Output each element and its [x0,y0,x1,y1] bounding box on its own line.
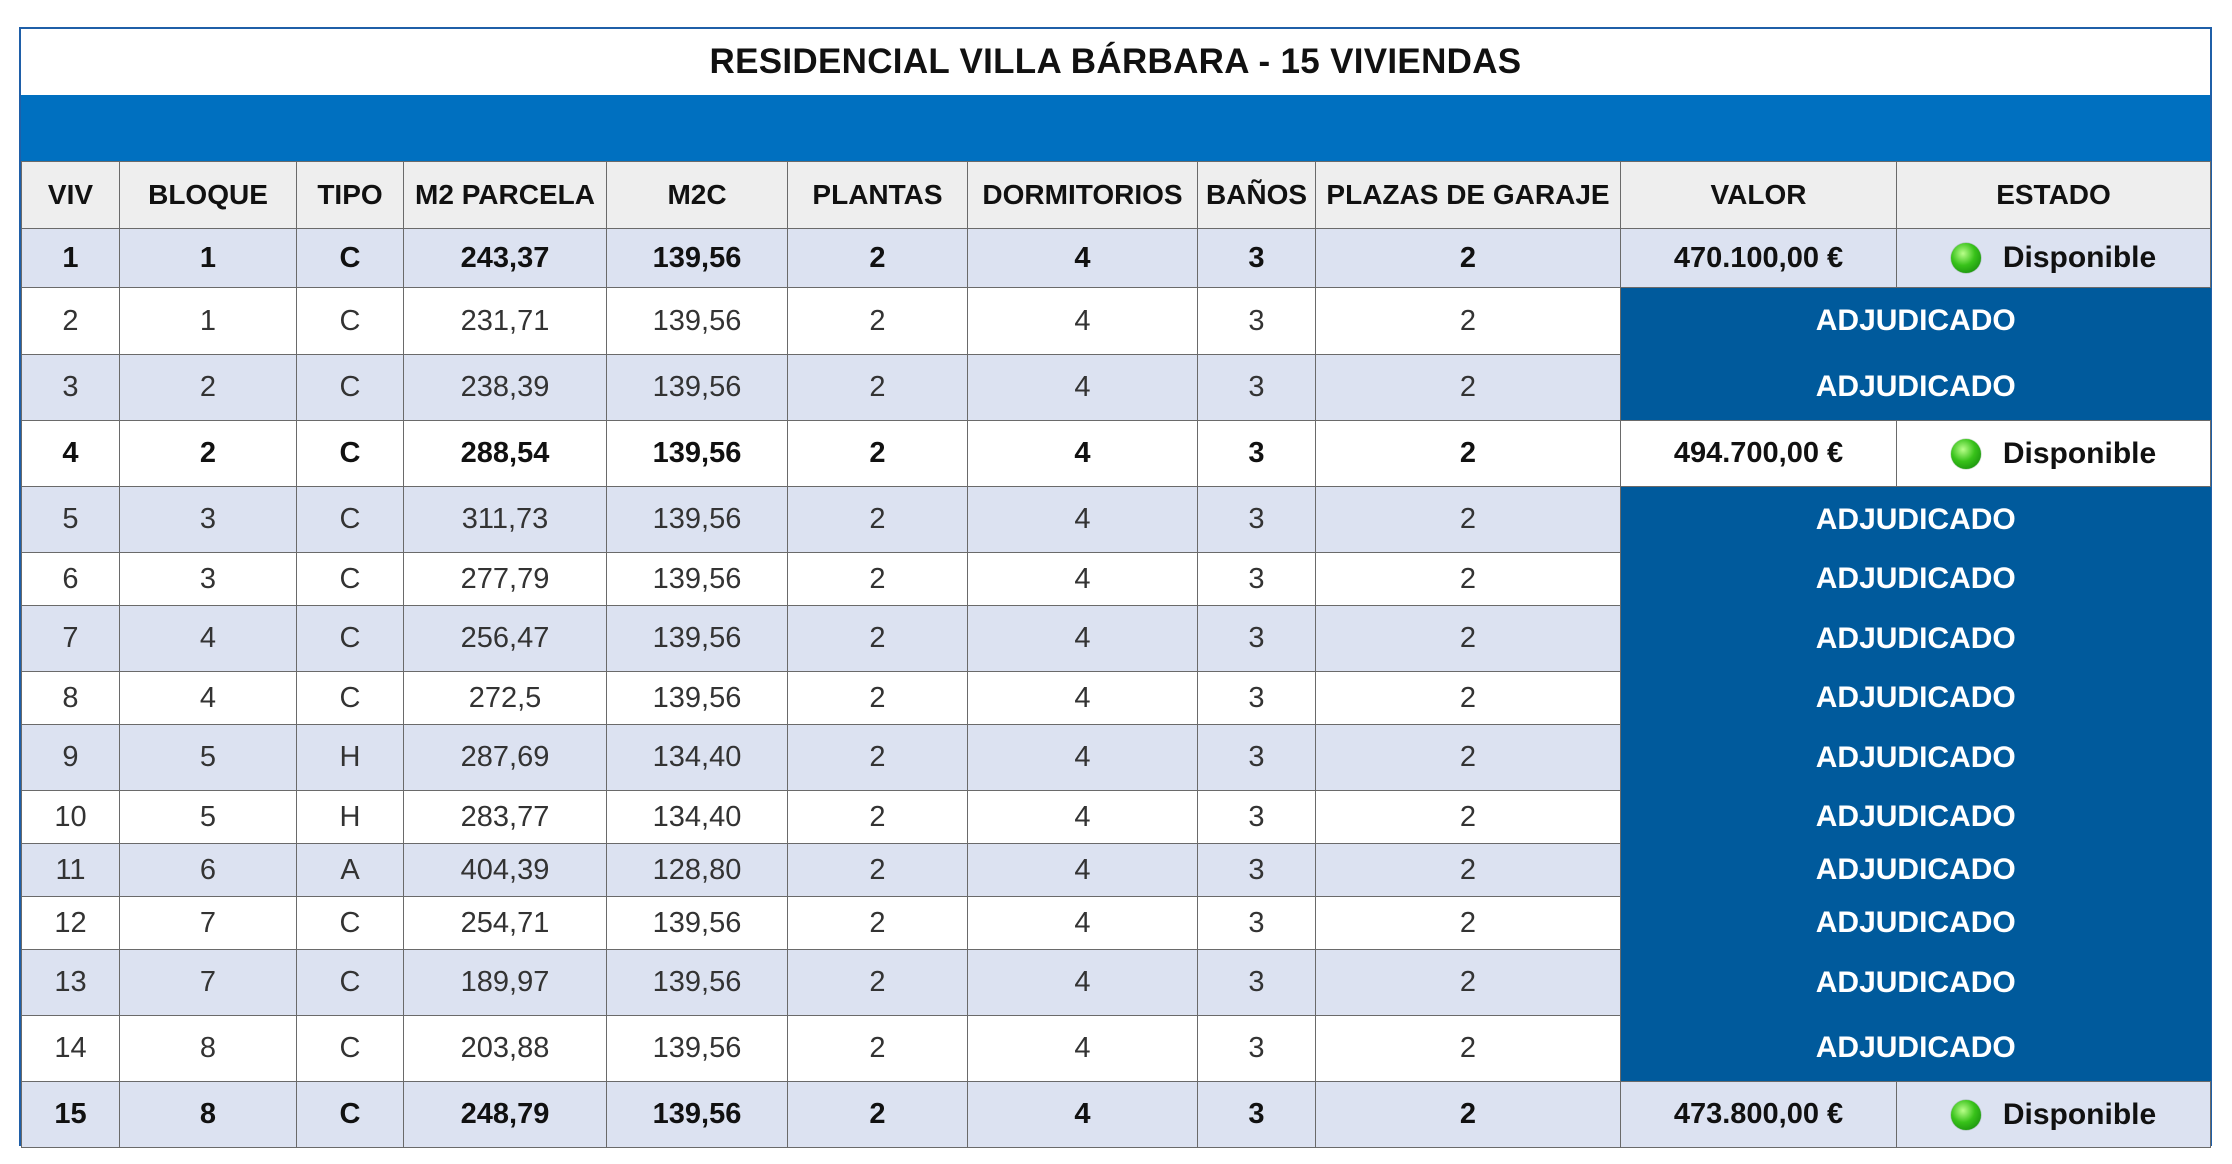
cell-banos: 3 [1198,288,1316,355]
cell-m2c: 139,56 [607,553,788,606]
cell-plantas: 2 [788,355,968,421]
cell-tipo: C [297,672,404,725]
cell-tipo: C [297,487,404,553]
cell-banos: 3 [1198,844,1316,897]
cell-plazas-garaje: 2 [1316,791,1621,844]
cell-plazas-garaje: 2 [1316,725,1621,791]
cell-tipo: C [297,897,404,950]
cell-m2-parcela: 283,77 [404,791,607,844]
cell-bloque: 7 [120,950,297,1016]
cell-banos: 3 [1198,672,1316,725]
cell-plazas-garaje: 2 [1316,553,1621,606]
table-row [22,672,2211,725]
cell-dormitorios: 4 [968,725,1198,791]
cell-plazas-garaje: 2 [1316,606,1621,672]
housing-table [21,161,2211,1148]
header-plazas-garaje: PLAZAS DE GARAJE [1316,162,1621,229]
cell-plazas-garaje: 2 [1316,487,1621,553]
cell-estado [1897,421,2211,487]
status-badge-adjudicado: ADJUDICADO [1621,950,2211,1016]
header-plantas: PLANTAS [788,162,968,229]
cell-m2-parcela: 287,69 [404,725,607,791]
cell-dormitorios: 4 [968,950,1198,1016]
table-row [22,487,2211,553]
table-header-row [22,162,2211,229]
table-row [22,553,2211,606]
cell-m2-parcela: 277,79 [404,553,607,606]
cell-banos: 3 [1198,606,1316,672]
cell-m2c: 128,80 [607,844,788,897]
cell-m2c: 139,56 [607,606,788,672]
cell-banos: 3 [1198,553,1316,606]
header-valor: VALOR [1621,162,1897,229]
cell-banos: 3 [1198,229,1316,288]
cell-viv: 14 [22,1016,120,1082]
cell-viv: 2 [22,288,120,355]
table-row [22,725,2211,791]
cell-plazas-garaje: 2 [1316,288,1621,355]
cell-plantas: 2 [788,1016,968,1082]
cell-bloque: 5 [120,791,297,844]
table-row [22,1082,2211,1148]
cell-bloque: 8 [120,1016,297,1082]
cell-viv: 15 [22,1082,120,1148]
table-row [22,1016,2211,1082]
cell-plantas: 2 [788,553,968,606]
cell-bloque: 1 [120,229,297,288]
table-row [22,897,2211,950]
cell-valor: 473.800,00 € [1621,1082,1897,1148]
cell-valor: 494.700,00 € [1621,421,1897,487]
cell-bloque: 6 [120,844,297,897]
table-row [22,606,2211,672]
header-m2c: M2C [607,162,788,229]
status-badge-adjudicado: ADJUDICADO [1621,606,2211,672]
cell-bloque: 8 [120,1082,297,1148]
table-body [22,229,2211,1148]
cell-m2-parcela: 256,47 [404,606,607,672]
cell-bloque: 7 [120,897,297,950]
cell-banos: 3 [1198,1016,1316,1082]
status-badge-adjudicado: ADJUDICADO [1621,1016,2211,1082]
cell-dormitorios: 4 [968,791,1198,844]
status-badge-adjudicado: ADJUDICADO [1621,288,2211,355]
cell-valor: 470.100,00 € [1621,229,1897,288]
cell-m2c: 139,56 [607,897,788,950]
cell-estado [1897,229,2211,288]
cell-m2c: 139,56 [607,288,788,355]
cell-banos: 3 [1198,791,1316,844]
cell-m2-parcela: 254,71 [404,897,607,950]
header-m2-parcela: M2 PARCELA [404,162,607,229]
cell-tipo: C [297,950,404,1016]
cell-plazas-garaje: 2 [1316,1082,1621,1148]
table-row [22,844,2211,897]
listing-panel [19,27,2212,1146]
cell-tipo: H [297,791,404,844]
cell-plazas-garaje: 2 [1316,421,1621,487]
cell-plazas-garaje: 2 [1316,1016,1621,1082]
status-available-icon [1951,243,1981,273]
cell-tipo: C [297,421,404,487]
cell-m2c: 139,56 [607,950,788,1016]
cell-bloque: 2 [120,355,297,421]
cell-plantas: 2 [788,672,968,725]
cell-dormitorios: 4 [968,553,1198,606]
cell-m2c: 139,56 [607,229,788,288]
cell-plantas: 2 [788,791,968,844]
status-label: Disponible [2002,1097,2157,1131]
header-dormitorios: DORMITORIOS [968,162,1198,229]
cell-viv: 12 [22,897,120,950]
cell-tipo: C [297,1016,404,1082]
cell-banos: 3 [1198,1082,1316,1148]
cell-viv: 6 [22,553,120,606]
cell-bloque: 3 [120,553,297,606]
cell-plazas-garaje: 2 [1316,950,1621,1016]
status-badge-adjudicado: ADJUDICADO [1621,355,2211,421]
table-row [22,950,2211,1016]
cell-m2c: 139,56 [607,487,788,553]
status-available-icon [1951,439,1981,469]
cell-plantas: 2 [788,897,968,950]
table-row [22,288,2211,355]
cell-banos: 3 [1198,487,1316,553]
cell-dormitorios: 4 [968,421,1198,487]
cell-plantas: 2 [788,950,968,1016]
cell-m2-parcela: 231,71 [404,288,607,355]
status-badge-adjudicado: ADJUDICADO [1621,844,2211,897]
cell-plantas: 2 [788,1082,968,1148]
status-available-icon [1951,1100,1981,1130]
cell-estado [1897,1082,2211,1148]
cell-dormitorios: 4 [968,844,1198,897]
cell-viv: 10 [22,791,120,844]
cell-tipo: C [297,553,404,606]
cell-plazas-garaje: 2 [1316,844,1621,897]
status-badge-adjudicado: ADJUDICADO [1621,672,2211,725]
cell-banos: 3 [1198,725,1316,791]
cell-plantas: 2 [788,844,968,897]
header-bloque: BLOQUE [120,162,297,229]
cell-dormitorios: 4 [968,672,1198,725]
cell-dormitorios: 4 [968,355,1198,421]
cell-bloque: 5 [120,725,297,791]
cell-m2c: 139,56 [607,1016,788,1082]
cell-bloque: 3 [120,487,297,553]
status-badge-adjudicado: ADJUDICADO [1621,553,2211,606]
cell-dormitorios: 4 [968,229,1198,288]
cell-viv: 7 [22,606,120,672]
status-badge-adjudicado: ADJUDICADO [1621,897,2211,950]
cell-plantas: 2 [788,421,968,487]
cell-plantas: 2 [788,725,968,791]
header-band [21,95,2210,161]
cell-m2-parcela: 248,79 [404,1082,607,1148]
cell-m2c: 134,40 [607,791,788,844]
cell-m2-parcela: 203,88 [404,1016,607,1082]
cell-banos: 3 [1198,897,1316,950]
cell-m2c: 139,56 [607,355,788,421]
cell-m2c: 139,56 [607,421,788,487]
cell-dormitorios: 4 [968,897,1198,950]
table-row [22,229,2211,288]
cell-viv: 3 [22,355,120,421]
cell-plazas-garaje: 2 [1316,229,1621,288]
cell-tipo: C [297,288,404,355]
header-banos: BAÑOS [1198,162,1316,229]
cell-viv: 5 [22,487,120,553]
cell-plantas: 2 [788,229,968,288]
header-tipo: TIPO [297,162,404,229]
header-estado: ESTADO [1897,162,2211,229]
cell-m2-parcela: 404,39 [404,844,607,897]
cell-plazas-garaje: 2 [1316,355,1621,421]
cell-banos: 3 [1198,421,1316,487]
table-row [22,421,2211,487]
cell-m2c: 139,56 [607,672,788,725]
cell-plazas-garaje: 2 [1316,897,1621,950]
cell-bloque: 4 [120,672,297,725]
cell-m2-parcela: 243,37 [404,229,607,288]
cell-m2-parcela: 238,39 [404,355,607,421]
cell-tipo: C [297,1082,404,1148]
cell-tipo: C [297,355,404,421]
cell-m2-parcela: 189,97 [404,950,607,1016]
cell-dormitorios: 4 [968,487,1198,553]
cell-bloque: 4 [120,606,297,672]
cell-tipo: C [297,229,404,288]
cell-banos: 3 [1198,950,1316,1016]
cell-m2c: 134,40 [607,725,788,791]
cell-viv: 8 [22,672,120,725]
cell-tipo: H [297,725,404,791]
status-badge-adjudicado: ADJUDICADO [1621,791,2211,844]
page-title: RESIDENCIAL VILLA BÁRBARA - 15 VIVIENDAS [709,42,1522,81]
status-label: Disponible [2002,241,2157,274]
cell-dormitorios: 4 [968,606,1198,672]
cell-bloque: 2 [120,421,297,487]
cell-viv: 1 [22,229,120,288]
status-badge-adjudicado: ADJUDICADO [1621,725,2211,791]
cell-m2-parcela: 272,5 [404,672,607,725]
cell-plantas: 2 [788,288,968,355]
cell-tipo: A [297,844,404,897]
cell-banos: 3 [1198,355,1316,421]
header-viv: VIV [22,162,120,229]
cell-viv: 9 [22,725,120,791]
cell-viv: 11 [22,844,120,897]
cell-plantas: 2 [788,606,968,672]
status-badge-adjudicado: ADJUDICADO [1621,487,2211,553]
cell-dormitorios: 4 [968,1016,1198,1082]
cell-plazas-garaje: 2 [1316,672,1621,725]
cell-bloque: 1 [120,288,297,355]
cell-m2-parcela: 288,54 [404,421,607,487]
cell-m2-parcela: 311,73 [404,487,607,553]
table-row [22,355,2211,421]
cell-viv: 4 [22,421,120,487]
cell-plantas: 2 [788,487,968,553]
table-row [22,791,2211,844]
cell-tipo: C [297,606,404,672]
status-label: Disponible [2002,436,2157,470]
cell-viv: 13 [22,950,120,1016]
cell-dormitorios: 4 [968,288,1198,355]
cell-dormitorios: 4 [968,1082,1198,1148]
cell-m2c: 139,56 [607,1082,788,1148]
